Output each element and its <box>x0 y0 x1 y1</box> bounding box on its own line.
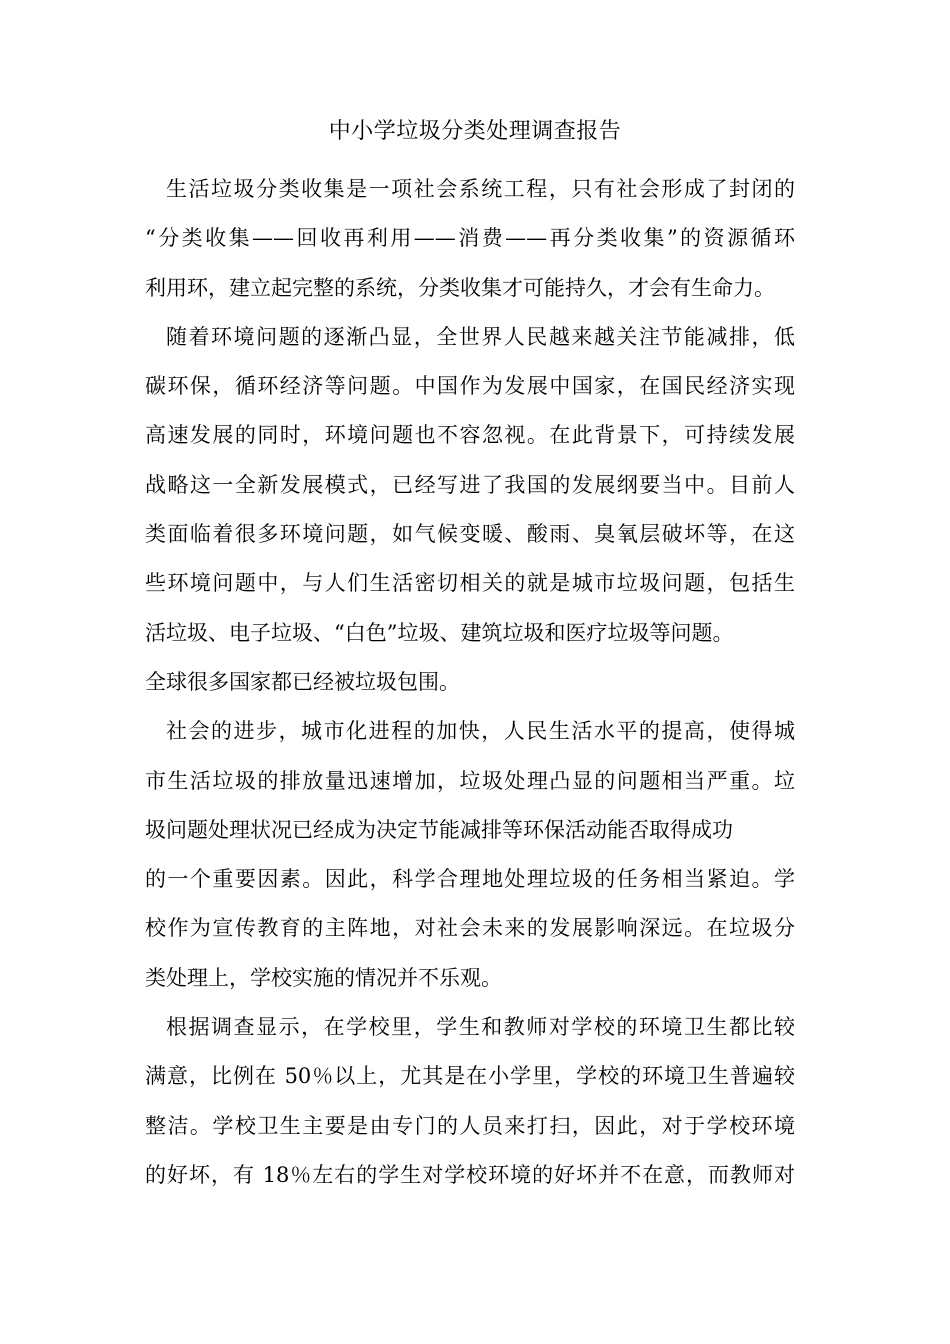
paragraph-line: 随着环境问题的逐渐凸显，全世界人民越来越关注节能减排，低 <box>166 324 795 349</box>
paragraph-line: 社会的进步，城市化进程的加快，人民生活水平的提高，使得城 <box>166 719 795 744</box>
paragraph-1 <box>145 165 795 313</box>
paragraph-line: 利用环，建立起完整的系统，分类收集才可能持久，才会有生命力。 <box>145 275 775 300</box>
document-title: 中小学垃圾分类处理调查报告 <box>328 119 622 144</box>
paragraph-line: 类面临着很多环境问题，如气候变暖、酸雨、臭氧层破坏等，在这 <box>145 522 795 547</box>
paragraph-line: 些环境问题中，与人们生活密切相关的就是城市垃圾问题，包括生 <box>145 571 795 596</box>
paragraph-line: 圾问题处理状况已经成为决定节能减排等环保活动能否取得成功 <box>145 817 733 842</box>
paragraph-4 <box>145 1003 795 1200</box>
paragraph-line: 的好坏，有 18％左右的学生对学校环境的好坏并不在意，而教师对 <box>145 1162 795 1187</box>
paragraph-line: “分类收集——回收再利用——消费——再分类收集”的资源循环 <box>145 226 795 251</box>
paragraph-line: 全球很多国家都已经被垃圾包围。 <box>145 669 460 694</box>
paragraph-line: 战略这一全新发展模式，已经写进了我国的发展纲要当中。目前人 <box>145 472 795 497</box>
document-body <box>145 165 795 1200</box>
paragraph-line: 生活垃圾分类收集是一项社会系统工程，只有社会形成了封闭的 <box>166 177 795 201</box>
paragraph-line: 根据调查显示，在学校里，学生和教师对学校的环境卫生都比较 <box>166 1015 795 1040</box>
paragraph-3 <box>145 707 795 1003</box>
paragraph-line: 满意，比例在 50％以上，尤其是在小学里，学校的环境卫生普遍较 <box>145 1064 795 1089</box>
paragraph-line: 碳环保，循环经济等问题。中国作为发展中国家，在国民经济实现 <box>145 374 795 399</box>
paragraph-line: 高速发展的同时，环境问题也不容忽视。在此背景下，可持续发展 <box>145 423 795 448</box>
paragraph-2 <box>145 313 795 707</box>
paragraph-line: 校作为宣传教育的主阵地，对社会未来的发展影响深远。在垃圾分 <box>145 916 795 941</box>
paragraph-line: 市生活垃圾的排放量迅速增加，垃圾处理凸显的问题相当严重。垃 <box>145 768 795 793</box>
paragraph-line: 活垃圾、电子垃圾、“白色”垃圾、建筑垃圾和医疗垃圾等问题。 <box>145 620 734 645</box>
paragraph-line: 类处理上，学校实施的情况并不乐观。 <box>145 965 502 990</box>
paragraph-line: 整洁。学校卫生主要是由专门的人员来打扫，因此，对于学校环境 <box>145 1113 795 1138</box>
paragraph-line: 的一个重要因素。因此，科学合理地处理垃圾的任务相当紧迫。学 <box>145 867 795 892</box>
